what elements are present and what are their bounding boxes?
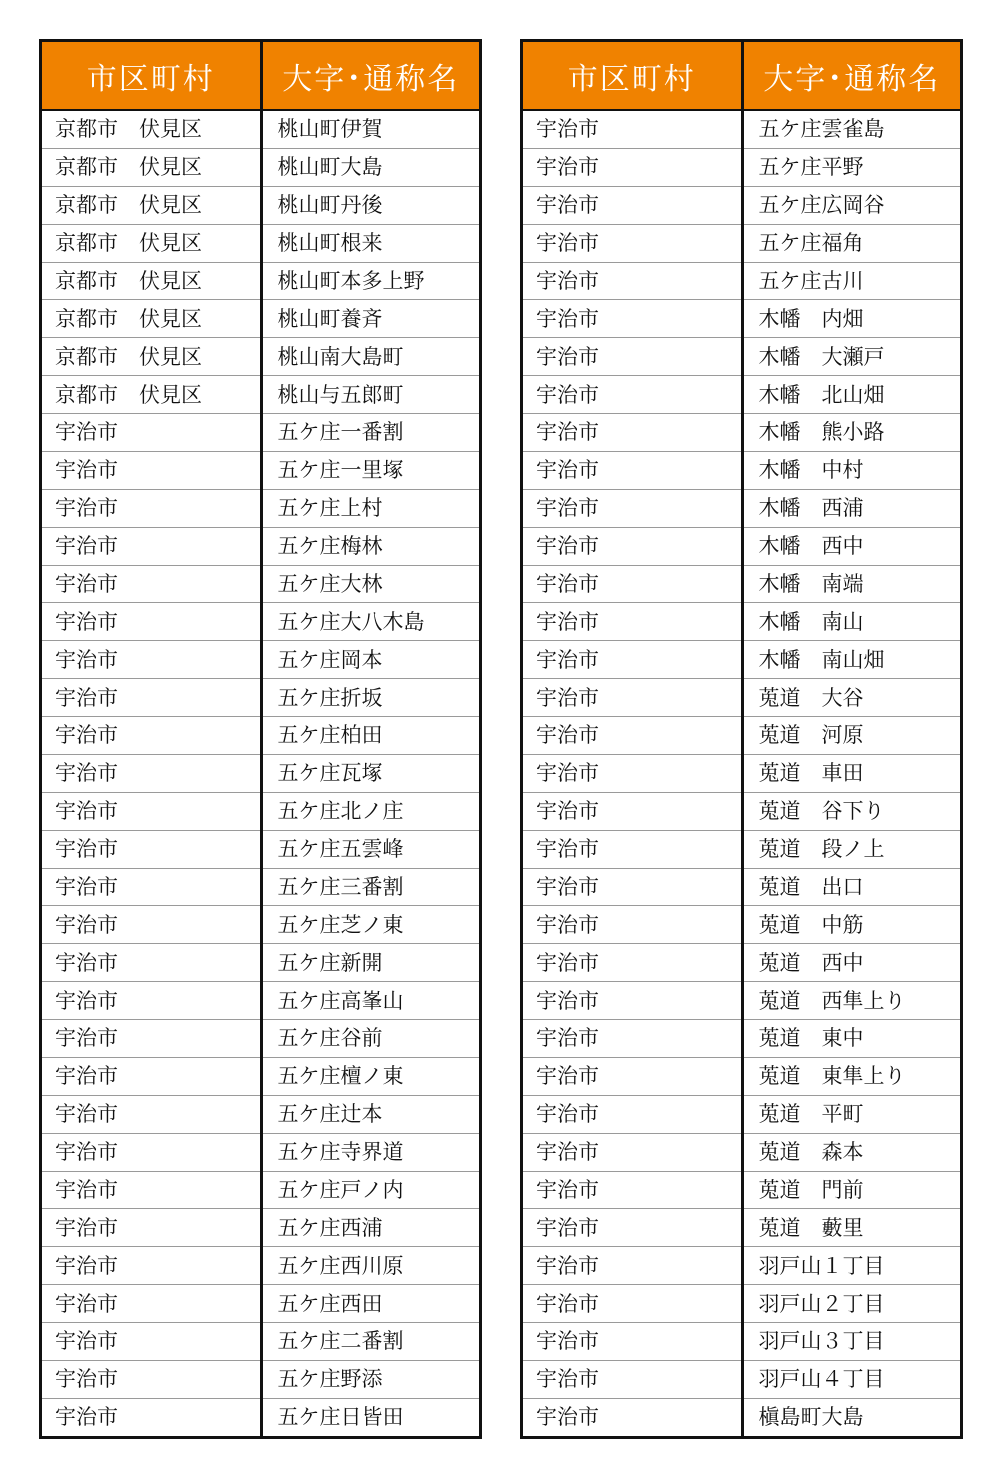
city-cell: 宇治市 — [523, 262, 742, 300]
city-cell: 宇治市 — [523, 754, 742, 792]
city-cell: 宇治市 — [42, 1285, 261, 1323]
city-cell: 宇治市 — [42, 1323, 261, 1361]
table-row — [42, 1020, 479, 1058]
address-table-left — [39, 39, 482, 1439]
table-row — [42, 679, 479, 717]
area-cell: 五ケ庄広岡谷 — [742, 186, 960, 224]
table-row — [42, 262, 479, 300]
area-cell: 桃山与五郎町 — [261, 376, 479, 414]
table-row — [42, 754, 479, 792]
table-row — [42, 300, 479, 338]
area-cell: 羽戸山３丁目 — [742, 1323, 960, 1361]
table-row — [523, 1209, 960, 1247]
table-row — [523, 376, 960, 414]
area-cell: 五ケ庄大八木島 — [261, 603, 479, 641]
table-row — [523, 679, 960, 717]
city-cell: 宇治市 — [523, 944, 742, 982]
city-cell: 宇治市 — [42, 1209, 261, 1247]
city-cell: 宇治市 — [42, 1133, 261, 1171]
table-row — [42, 1209, 479, 1247]
city-cell: 宇治市 — [42, 1171, 261, 1209]
table-row — [42, 944, 479, 982]
table-row — [523, 414, 960, 452]
area-cell: 桃山町大島 — [261, 148, 479, 186]
area-cell: 莵道 東隼上り — [742, 1057, 960, 1095]
table-row — [523, 1095, 960, 1133]
area-cell: 木幡 西浦 — [742, 489, 960, 527]
city-cell: 宇治市 — [42, 1057, 261, 1095]
area-cell: 五ケ庄大林 — [261, 565, 479, 603]
table-row — [523, 792, 960, 830]
area-cell: 桃山町根来 — [261, 224, 479, 262]
area-cell: 五ケ庄雲雀島 — [742, 110, 960, 148]
header-area: 大字･通称名 — [742, 42, 960, 110]
table-row — [523, 1020, 960, 1058]
area-cell: 五ケ庄新開 — [261, 944, 479, 982]
table-row — [523, 717, 960, 755]
table-row — [42, 489, 479, 527]
area-cell: 五ケ庄梅林 — [261, 527, 479, 565]
city-cell: 宇治市 — [42, 868, 261, 906]
city-cell: 宇治市 — [523, 148, 742, 186]
city-cell: 宇治市 — [523, 982, 742, 1020]
city-cell: 宇治市 — [523, 679, 742, 717]
area-cell: 五ケ庄瓦塚 — [261, 754, 479, 792]
city-cell: 宇治市 — [42, 489, 261, 527]
city-cell: 宇治市 — [42, 1020, 261, 1058]
city-cell: 宇治市 — [42, 414, 261, 452]
city-cell: 宇治市 — [523, 110, 742, 148]
table-row — [42, 110, 479, 148]
table-row — [523, 982, 960, 1020]
table-row — [42, 1247, 479, 1285]
address-table — [42, 42, 479, 1436]
table-row — [523, 148, 960, 186]
city-cell: 宇治市 — [523, 1020, 742, 1058]
area-cell: 莵道 平町 — [742, 1095, 960, 1133]
table-row — [42, 451, 479, 489]
area-cell: 木幡 北山畑 — [742, 376, 960, 414]
city-cell: 宇治市 — [42, 830, 261, 868]
city-cell: 宇治市 — [523, 1095, 742, 1133]
address-table-right — [520, 39, 963, 1439]
area-cell: 五ケ庄一里塚 — [261, 451, 479, 489]
city-cell: 宇治市 — [42, 679, 261, 717]
area-cell: 五ケ庄戸ノ内 — [261, 1171, 479, 1209]
city-cell: 宇治市 — [42, 944, 261, 982]
table-row — [42, 376, 479, 414]
table-row — [523, 300, 960, 338]
city-cell: 宇治市 — [523, 603, 742, 641]
table-row — [523, 262, 960, 300]
area-cell: 五ケ庄芝ノ東 — [261, 906, 479, 944]
table-row — [523, 527, 960, 565]
city-cell: 宇治市 — [42, 754, 261, 792]
table-row — [523, 830, 960, 868]
city-cell: 宇治市 — [523, 1209, 742, 1247]
area-cell: 木幡 南山畑 — [742, 641, 960, 679]
area-cell: 木幡 中村 — [742, 451, 960, 489]
area-cell: 五ケ庄五雲峰 — [261, 830, 479, 868]
area-cell: 莵道 西中 — [742, 944, 960, 982]
table-row — [523, 489, 960, 527]
area-cell: 五ケ庄西川原 — [261, 1247, 479, 1285]
table-row — [42, 338, 479, 376]
city-cell: 宇治市 — [523, 451, 742, 489]
area-cell: 五ケ庄野添 — [261, 1360, 479, 1398]
area-cell: 莵道 河原 — [742, 717, 960, 755]
table-row — [42, 868, 479, 906]
table-row — [523, 906, 960, 944]
city-cell: 宇治市 — [42, 906, 261, 944]
area-cell: 桃山町本多上野 — [261, 262, 479, 300]
area-cell: 羽戸山２丁目 — [742, 1285, 960, 1323]
city-cell: 宇治市 — [523, 338, 742, 376]
table-row — [42, 1095, 479, 1133]
city-cell: 宇治市 — [523, 1360, 742, 1398]
area-cell: 五ケ庄一番割 — [261, 414, 479, 452]
table-row — [42, 1323, 479, 1361]
table-row — [42, 641, 479, 679]
city-cell: 宇治市 — [523, 1057, 742, 1095]
area-cell: 桃山町丹後 — [261, 186, 479, 224]
area-cell: 五ケ庄岡本 — [261, 641, 479, 679]
city-cell: 宇治市 — [523, 1133, 742, 1171]
table-row — [42, 792, 479, 830]
area-cell: 木幡 南山 — [742, 603, 960, 641]
city-cell: 宇治市 — [523, 224, 742, 262]
city-cell: 宇治市 — [523, 792, 742, 830]
city-cell: 京都市 伏見区 — [42, 300, 261, 338]
area-cell: 五ケ庄辻本 — [261, 1095, 479, 1133]
area-cell: 五ケ庄日皆田 — [277, 1405, 404, 1430]
city-cell: 京都市 伏見区 — [42, 110, 261, 148]
area-cell: 五ケ庄檀ノ東 — [261, 1057, 479, 1095]
area-cell: 五ケ庄折坂 — [261, 679, 479, 717]
table-row — [42, 224, 479, 262]
table-row — [42, 1171, 479, 1209]
table-row — [523, 1323, 960, 1361]
header-city: 市区町村 — [523, 42, 742, 110]
city-cell: 京都市 伏見区 — [42, 376, 261, 414]
city-cell: 京都市 伏見区 — [42, 262, 261, 300]
table-row — [42, 1285, 479, 1323]
area-cell: 莵道 段ノ上 — [742, 830, 960, 868]
city-cell: 宇治市 — [523, 565, 742, 603]
table-row — [42, 565, 479, 603]
table-row — [523, 603, 960, 641]
table-row — [42, 148, 479, 186]
city-cell: 宇治市 — [523, 414, 742, 452]
area-cell: 五ケ庄北ノ庄 — [261, 792, 479, 830]
area-cell: 莵道 門前 — [742, 1171, 960, 1209]
city-cell: 宇治市 — [42, 1247, 261, 1285]
table-row — [523, 1133, 960, 1171]
table-row — [523, 451, 960, 489]
table-row — [42, 1360, 479, 1398]
city-cell: 宇治市 — [523, 830, 742, 868]
area-cell: 桃山町伊賀 — [261, 110, 479, 148]
table-row — [42, 830, 479, 868]
table-row — [523, 1247, 960, 1285]
area-cell: 莵道 出口 — [742, 868, 960, 906]
header-row — [523, 42, 960, 110]
area-cell: 莵道 谷下り — [742, 792, 960, 830]
table-row — [42, 414, 479, 452]
area-cell: 莵道 中筋 — [742, 906, 960, 944]
header-city: 市区町村 — [42, 42, 261, 110]
city-cell: 宇治市 — [42, 565, 261, 603]
city-cell: 宇治市 — [523, 300, 742, 338]
city-cell: 宇治市 — [42, 641, 261, 679]
table-row — [523, 1171, 960, 1209]
table-row — [523, 565, 960, 603]
table-row — [523, 338, 960, 376]
address-table — [523, 42, 960, 1436]
table-row — [523, 868, 960, 906]
area-cell: 五ケ庄谷前 — [261, 1020, 479, 1058]
area-cell: 莵道 森本 — [742, 1133, 960, 1171]
city-cell: 京都市 伏見区 — [42, 224, 261, 262]
table-row — [523, 1285, 960, 1323]
table-row — [523, 1057, 960, 1095]
header-area: 大字･通称名 — [261, 42, 479, 110]
city-cell: 宇治市 — [42, 1360, 261, 1398]
table-row — [42, 982, 479, 1020]
city-cell: 宇治市 — [523, 1247, 742, 1285]
area-cell: 莵道 西隼上り — [742, 982, 960, 1020]
area-cell: 五ケ庄西浦 — [261, 1209, 479, 1247]
area-cell: 木幡 内畑 — [742, 300, 960, 338]
city-cell: 宇治市 — [523, 489, 742, 527]
area-cell: 五ケ庄上村 — [261, 489, 479, 527]
table-row — [42, 1398, 479, 1436]
table-row — [42, 603, 479, 641]
city-cell: 宇治市 — [523, 1323, 742, 1361]
header-row — [42, 42, 479, 110]
table-row — [523, 944, 960, 982]
city-cell: 宇治市 — [42, 982, 261, 1020]
table-row — [42, 717, 479, 755]
city-cell: 宇治市 — [523, 641, 742, 679]
area-cell: 五ケ庄古川 — [742, 262, 960, 300]
city-cell: 宇治市 — [42, 451, 261, 489]
city-cell: 宇治市 — [523, 906, 742, 944]
city-cell: 宇治市 — [523, 1398, 742, 1436]
area-cell: 五ケ庄福角 — [742, 224, 960, 262]
city-cell: 宇治市 — [523, 1285, 742, 1323]
city-cell: 宇治市 — [523, 376, 742, 414]
city-cell: 宇治市 — [523, 1171, 742, 1209]
area-cell: 桃山南大島町 — [261, 338, 479, 376]
area-cell: 桃山町養斉 — [261, 300, 479, 338]
table-row — [523, 224, 960, 262]
area-cell: 羽戸山１丁目 — [742, 1247, 960, 1285]
area-cell: 莵道 大谷 — [742, 679, 960, 717]
table-row — [42, 1057, 479, 1095]
table-body — [42, 110, 479, 1436]
area-cell: 五ケ庄二番割 — [261, 1323, 479, 1361]
city-cell: 宇治市 — [523, 186, 742, 224]
city-cell: 宇治市 — [42, 603, 261, 641]
table-row — [42, 527, 479, 565]
table-row — [523, 186, 960, 224]
area-cell: 五ケ庄平野 — [742, 148, 960, 186]
area-cell: 莵道 東中 — [742, 1020, 960, 1058]
area-cell: 莵道 藪里 — [742, 1209, 960, 1247]
table-row — [523, 754, 960, 792]
area-cell: 莵道 車田 — [742, 754, 960, 792]
area-cell: 五ケ庄三番割 — [261, 868, 479, 906]
table-body — [523, 110, 960, 1436]
table-row — [523, 1360, 960, 1398]
city-cell: 宇治市 — [523, 868, 742, 906]
city-cell: 宇治市 — [523, 717, 742, 755]
area-cell: 木幡 熊小路 — [742, 414, 960, 452]
area-cell: 木幡 南端 — [742, 565, 960, 603]
city-cell: 京都市 伏見区 — [42, 338, 261, 376]
table-row — [523, 1398, 960, 1436]
area-cell: 五ケ庄柏田 — [261, 717, 479, 755]
table-row — [523, 110, 960, 148]
city-cell: 宇治市 — [42, 792, 261, 830]
city-cell: 宇治市 — [523, 527, 742, 565]
table-row — [42, 906, 479, 944]
table-row — [42, 186, 479, 224]
city-cell: 京都市 伏見区 — [42, 186, 261, 224]
city-cell: 宇治市 — [42, 717, 261, 755]
area-cell: 五ケ庄高峯山 — [261, 982, 479, 1020]
area-cell: 羽戸山４丁目 — [742, 1360, 960, 1398]
city-cell: 宇治市 — [42, 1398, 261, 1436]
area-cell: 槇島町大島 — [758, 1405, 864, 1430]
area-cell: 五ケ庄西田 — [261, 1285, 479, 1323]
table-row — [42, 1133, 479, 1171]
area-cell: 木幡 大瀬戸 — [742, 338, 960, 376]
table-row — [523, 641, 960, 679]
city-cell: 宇治市 — [42, 1095, 261, 1133]
city-cell: 京都市 伏見区 — [42, 148, 261, 186]
area-cell: 五ケ庄寺界道 — [261, 1133, 479, 1171]
area-cell: 木幡 西中 — [742, 527, 960, 565]
city-cell: 宇治市 — [42, 527, 261, 565]
